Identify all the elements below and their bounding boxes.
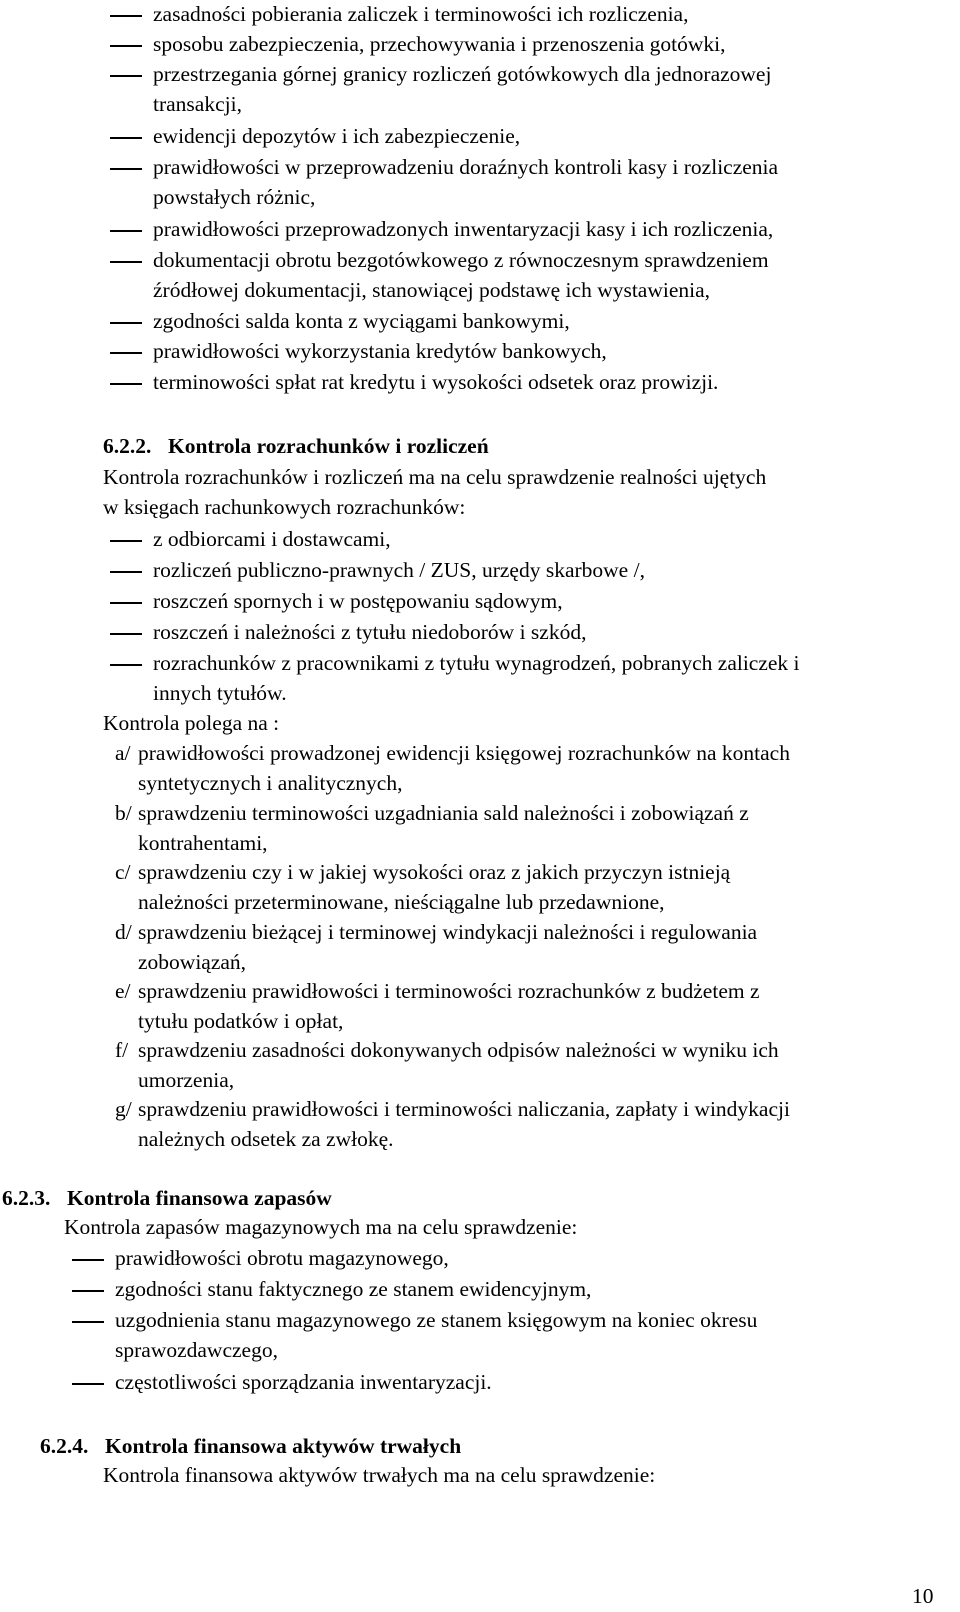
section-number: 6.2.2. bbox=[103, 434, 152, 458]
dash-bullet bbox=[110, 602, 142, 604]
section-title: Kontrola finansowa zapasów bbox=[67, 1186, 332, 1210]
dash-bullet bbox=[110, 383, 142, 385]
dash-bullet bbox=[110, 261, 142, 263]
dash-bullet bbox=[72, 1259, 104, 1261]
dash-bullet bbox=[72, 1321, 104, 1323]
dash-bullet bbox=[72, 1383, 104, 1385]
dash-bullet bbox=[110, 571, 142, 573]
section-number: 6.2.4. bbox=[40, 1434, 89, 1458]
page-number: 10 bbox=[912, 1584, 934, 1608]
dash-bullet bbox=[110, 664, 142, 666]
dash-bullet bbox=[110, 168, 142, 170]
dash-bullet bbox=[72, 1290, 104, 1292]
dash-bullet bbox=[110, 352, 142, 354]
dash-bullet bbox=[110, 45, 142, 47]
dash-bullet bbox=[110, 230, 142, 232]
dash-bullet bbox=[110, 137, 142, 139]
section-title: Kontrola finansowa aktywów trwałych bbox=[105, 1434, 462, 1458]
dash-bullet bbox=[110, 15, 142, 17]
dash-bullet bbox=[110, 75, 142, 77]
dash-bullet bbox=[110, 633, 142, 635]
section-title: Kontrola rozrachunków i rozliczeń bbox=[168, 434, 489, 458]
dash-bullet bbox=[110, 540, 142, 542]
dash-bullet bbox=[110, 322, 142, 324]
section-number: 6.2.3. bbox=[2, 1186, 51, 1210]
